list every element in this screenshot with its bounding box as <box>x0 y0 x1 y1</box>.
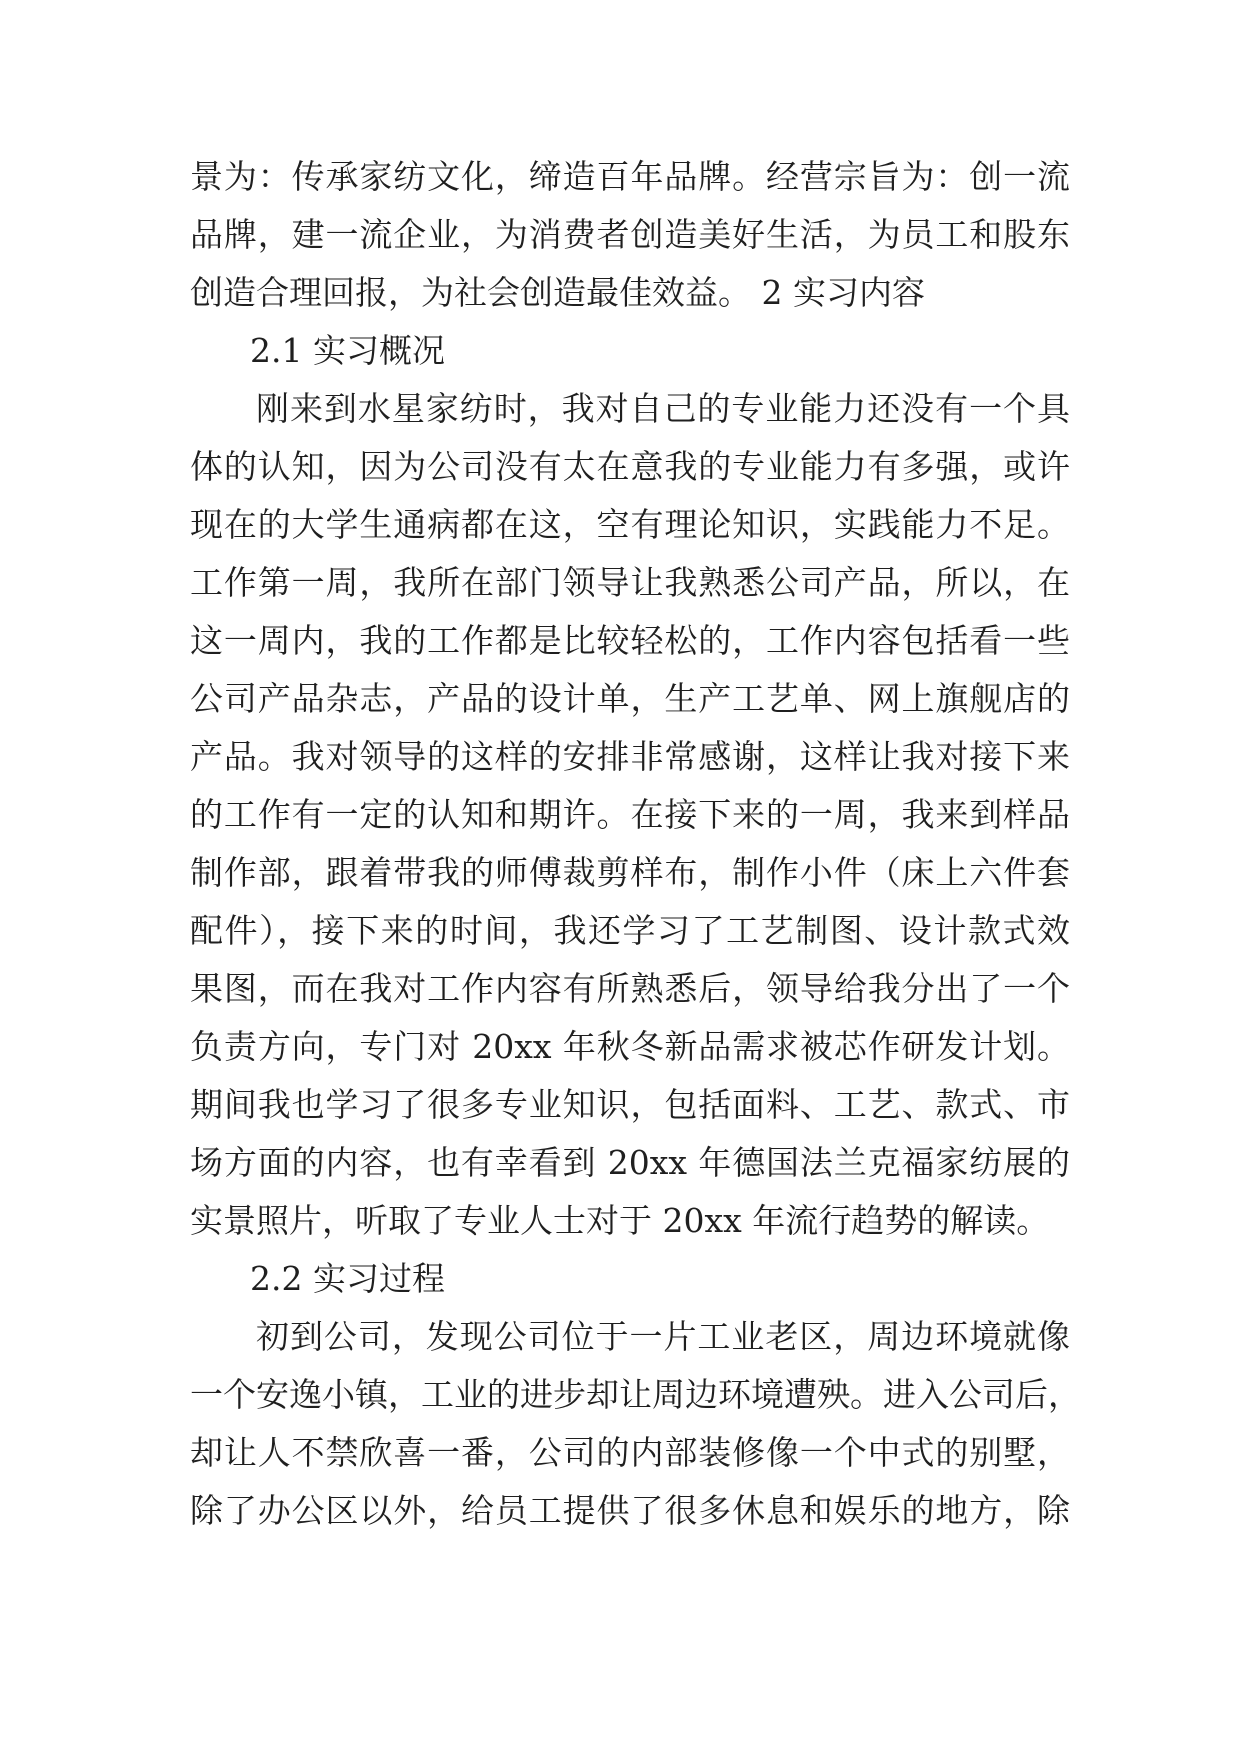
body-line: 场方面的内容，也有幸看到 20xx 年德国法兰克福家纺展的 <box>190 1143 1070 1182</box>
body-line: 产品。我对领导的这样的安排非常感谢，这样让我对接下来 <box>190 737 1070 776</box>
body-line: 工作第一周，我所在部门领导让我熟悉公司产品，所以，在 <box>190 563 1070 602</box>
body-line: 果图，而在我对工作内容有所熟悉后，领导给我分出了一个 <box>190 969 1070 1008</box>
body-line: 公司产品杂志，产品的设计单，生产工艺单、网上旗舰店的 <box>190 679 1070 718</box>
body-line: 制作部，跟着带我的师傅裁剪样布，制作小件（床上六件套 <box>190 853 1070 892</box>
paragraph-first-line: 初到公司，发现公司位于一片工业老区，周边环境就像 <box>256 1317 1070 1356</box>
body-line: 却让人不禁欣喜一番，公司的内部装修像一个中式的别墅， <box>190 1433 1070 1472</box>
body-line: 除了办公区以外，给员工提供了很多休息和娱乐的地方，除 <box>190 1491 1070 1530</box>
body-line: 这一周内，我的工作都是比较轻松的，工作内容包括看一些 <box>190 621 1070 660</box>
body-line: 一个安逸小镇，工业的进步却让周边环境遭殃。进入公司后， <box>190 1375 1081 1414</box>
body-line: 的工作有一定的认知和期许。在接下来的一周，我来到样品 <box>190 795 1070 834</box>
body-line: 创造合理回报，为社会创造最佳效益。 2 实习内容 <box>190 273 925 312</box>
section-heading: 2.2 实习过程 <box>250 1259 445 1298</box>
body-line: 现在的大学生通病都在这，空有理论知识，实践能力不足。 <box>190 505 1070 544</box>
body-line: 负责方向，专门对 20xx 年秋冬新品需求被芯作研发计划。 <box>190 1027 1070 1066</box>
body-line: 体的认知，因为公司没有太在意我的专业能力有多强，或许 <box>190 447 1070 486</box>
body-line: 实景照片，听取了专业人士对于 20xx 年流行趋势的解读。 <box>190 1201 1050 1240</box>
paragraph-first-line: 刚来到水星家纺时，我对自己的专业能力还没有一个具 <box>256 389 1070 428</box>
body-line: 品牌，建一流企业，为消费者创造美好生活，为员工和股东 <box>190 215 1070 254</box>
document-body <box>190 148 1081 1540</box>
section-heading: 2.1 实习概况 <box>250 331 445 370</box>
body-line: 期间我也学习了很多专业知识，包括面料、工艺、款式、市 <box>190 1085 1070 1124</box>
body-line: 景为：传承家纺文化，缔造百年品牌。经营宗旨为：创一流 <box>190 157 1070 196</box>
body-line: 配件），接下来的时间，我还学习了工艺制图、设计款式效 <box>190 911 1070 950</box>
